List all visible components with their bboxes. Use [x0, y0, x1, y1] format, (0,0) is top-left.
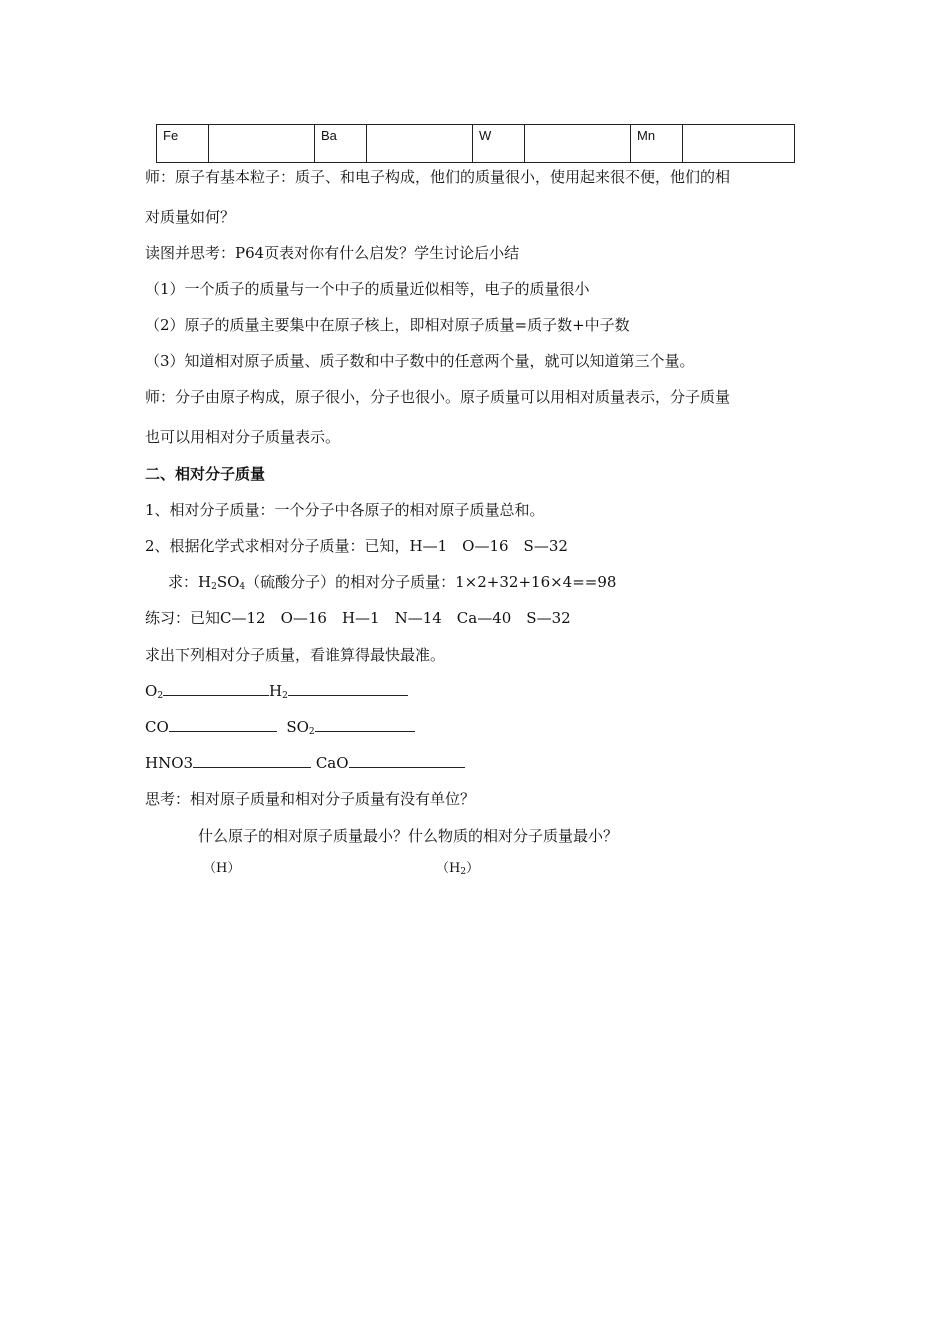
- teacher-paragraph-1-line1: 师：原子有基本粒子：质子、和电子构成，他们的质量很小，使用起来很不便，他们的相: [145, 168, 731, 186]
- exercise-row-1: $O_2$ $H_2$: [145, 681, 408, 706]
- teacher-paragraph-2-line2: 也可以用相对分子质量表示。: [145, 428, 341, 446]
- element-symbol-ba: Ba: [315, 125, 367, 163]
- answer-blank[interactable]: [169, 717, 277, 732]
- table-row: [157, 125, 795, 163]
- element-symbol-fe: Fe: [157, 125, 209, 163]
- answer-blank[interactable]: [349, 753, 465, 768]
- element-value-mn: [683, 125, 795, 163]
- answer-hydrogen-atom: （H）: [203, 861, 241, 876]
- definition-item-1: 1、相对分子质量：一个分子中各原子的相对原子质量总和。: [145, 501, 545, 519]
- element-symbol-w: W: [473, 125, 525, 163]
- element-value-ba: [367, 125, 473, 163]
- teacher-paragraph-1-line2: 对质量如何？: [145, 208, 236, 226]
- exercise-row-3: HNO3 CaO: [145, 753, 465, 778]
- section-title: 二、相对分子质量: [145, 465, 266, 483]
- sulfuric-acid-calculation: 求：$H_2SO_4$（硫酸分子）的相对分子质量：1×2+32+16×4==98: [168, 573, 617, 592]
- practice-given-values: 练习：已知C—12 O—16 H—1 N—14 Ca—40 S—32: [145, 609, 571, 627]
- answer-hydrogen-molecule: $(H_2)$: [436, 861, 480, 877]
- element-symbol-mn: Mn: [631, 125, 683, 163]
- element-table: [156, 124, 795, 163]
- definition-item-2: 2、根据化学式求相对分子质量：已知，H—1 O—16 S—32: [145, 537, 568, 555]
- summary-point-2: （2）原子的质量主要集中在原子核上，即相对原子质量=质子数+中子数: [145, 316, 630, 334]
- summary-point-1: （1）一个质子的质量与一个中子的质量近似相等，电子的质量很小: [145, 280, 590, 298]
- answer-blank[interactable]: [315, 717, 415, 732]
- answer-blank[interactable]: [193, 753, 311, 768]
- exercise-row-2: CO $SO_2$: [145, 717, 415, 742]
- answer-blank[interactable]: [288, 681, 408, 696]
- teacher-paragraph-2-line1: 师：分子由原子构成，原子很小，分子也很小。原子质量可以用相对质量表示，分子质量: [145, 388, 731, 406]
- element-value-w: [525, 125, 631, 163]
- answer-blank[interactable]: [163, 681, 269, 696]
- think-question: 思考：相对原子质量和相对分子质量有没有单位？: [145, 790, 476, 808]
- summary-point-3: （3）知道相对原子质量、质子数和中子数中的任意两个量，就可以知道第三个量。: [145, 352, 695, 370]
- practice-task: 求出下列相对分子质量，看谁算得最快最准。: [145, 646, 446, 664]
- read-think-prompt: 读图并思考：P64页表对你有什么启发？学生讨论后小结: [145, 244, 520, 262]
- element-value-fe: [209, 125, 315, 163]
- think-subquestion: 什么原子的相对原子质量最小？什么物质的相对分子质量最小？: [198, 827, 619, 845]
